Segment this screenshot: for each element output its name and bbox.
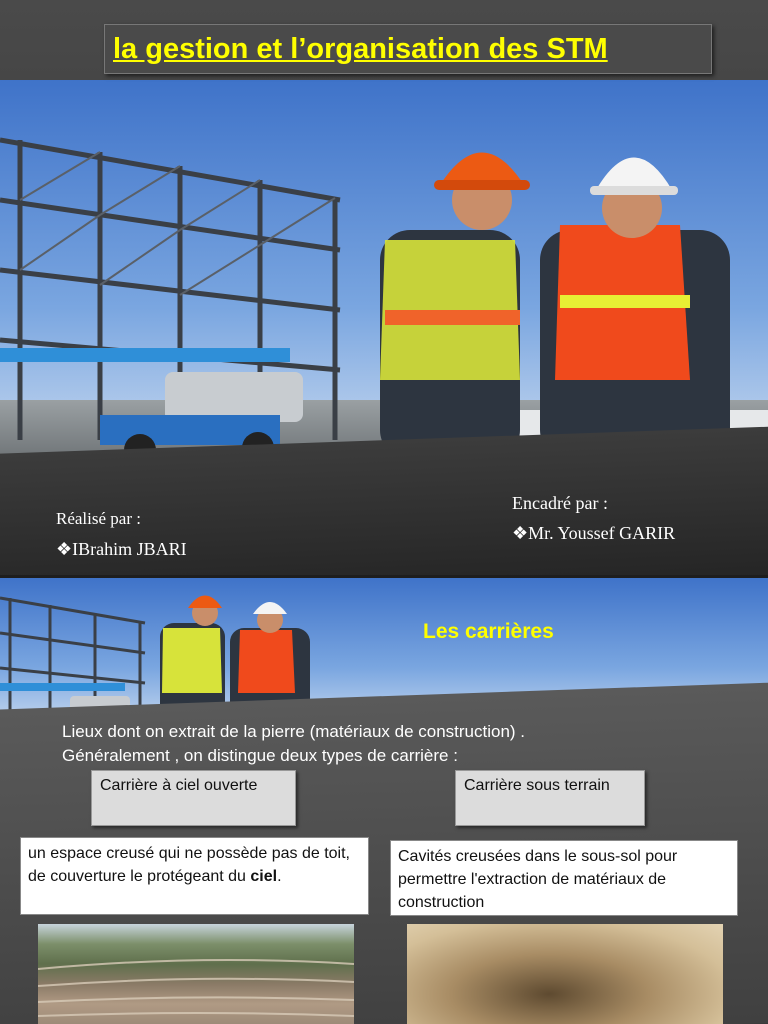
- supervisor-name: Mr. Youssef GARIR: [528, 523, 676, 543]
- open-pit-quarry-photo: [38, 924, 354, 1024]
- open-pit-quarry-label: Carrière à ciel ouverte: [91, 770, 296, 826]
- open-pit-description-end: .: [277, 868, 282, 885]
- section-title: Les carrières: [423, 620, 554, 643]
- underground-description: Cavités creusées dans le sous-sol pour permettre l'extraction de matériaux de construction: [390, 840, 738, 916]
- quarry-terraces: [38, 924, 354, 1024]
- slide-2: [0, 578, 768, 1024]
- diamond-bullet-icon: ❖: [56, 539, 73, 559]
- realise-label: Réalisé par :: [56, 509, 141, 528]
- page-title: la gestion et l’organisation des STM: [113, 33, 608, 65]
- underground-quarry-photo: [407, 924, 723, 1024]
- open-pit-description: [20, 837, 369, 915]
- student-name: IBrahim JBARI: [72, 539, 187, 559]
- encadre-label: Encadré par :: [512, 493, 608, 513]
- steel-frame-illustration: [0, 80, 768, 460]
- open-pit-description-bold: ciel: [250, 868, 278, 885]
- open-pit-description-text: un espace creusé qui ne possède pas de toit, de couverture le protégeant du: [28, 845, 350, 885]
- underground-quarry-label: Carrière sous terrain: [455, 770, 645, 826]
- diamond-bullet-icon: ❖: [512, 523, 529, 543]
- construction-workers-photo: [0, 80, 768, 460]
- encadre-name: [512, 523, 675, 544]
- realise-name: [56, 539, 187, 560]
- types-intro-line: Généralement , on distingue deux types de carrière :: [62, 746, 458, 765]
- title-box: [104, 24, 712, 74]
- definition-line: Lieux dont on extrait de la pierre (matériaux de construction) .: [62, 722, 526, 741]
